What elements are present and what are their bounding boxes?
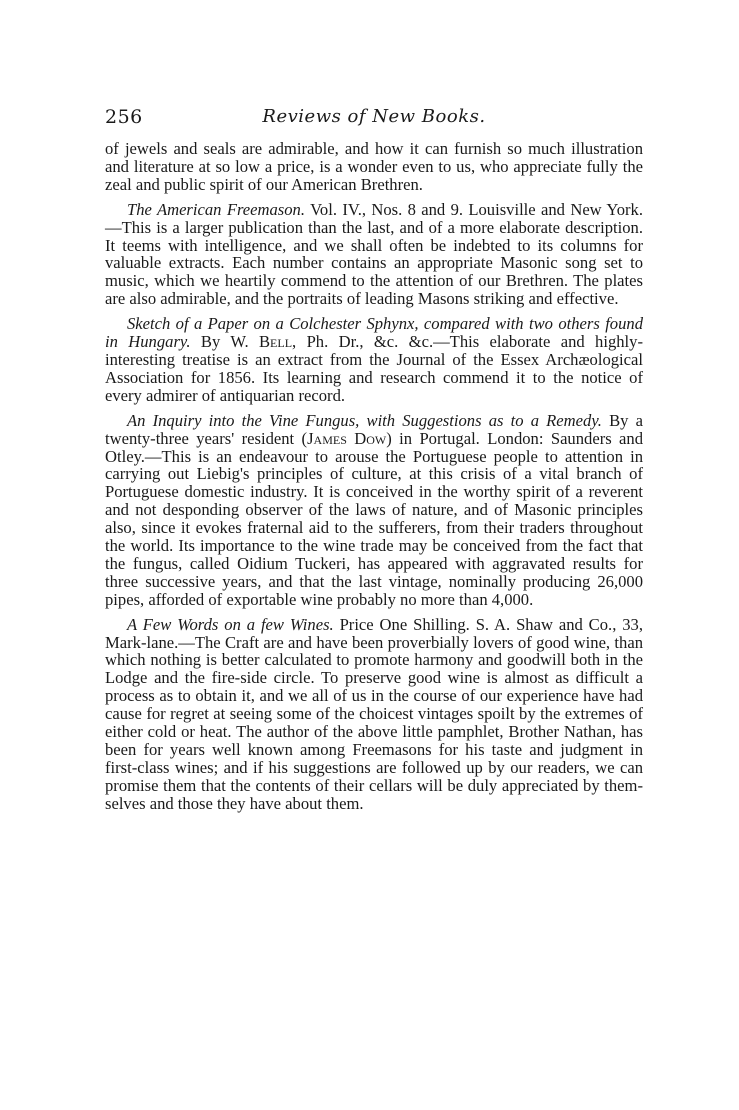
book-page [105,106,643,820]
article-body [105,140,643,813]
review-vine-fungus [105,412,643,609]
review-text: Vol. IV., Nos. 8 and 9. Louisville and New York.—This is a larger publication than the last, and of a more elaborate description. It teems with intelligence, and we shall often be indebted to its columns for valuable extracts. Each number contains an appropriate Masonic song set to music, which we heartily commend to the attention of our Brethren. The plates are also admirable, and the portraits of leading Masons striking and effective. [105,199,643,309]
paragraph-text: of jewels and seals are admirable, and how it can furnish so much illustration and literature at so low a price, is a wonder even to us, who appreciate fully the zeal and public spirit of our American Brethren. [105,139,643,194]
review-colchester-sphynx [105,315,643,405]
author-name: Bell [258,332,293,352]
running-title: Reviews of New Books. [262,106,486,127]
review-text: By a twenty-three years' resident ( [105,410,643,448]
review-text: By W. [190,332,259,352]
review-text: Price One Shilling. S. A. Shaw and Co., 33, Mark-lane.—The Craft are and have been proverbially lovers of good wine, than which nothing is better calculated to promote harmony and goodwill both in the Lodge and the fire-side circle. To preserve good wine is almost as difficult a process as to obtain it, and we all of us in the course of our experience have had cause for regret at seeing some of the choicest vintages spoilt by the extremes of either cold or heat. The author of the above little pamphlet, Brother Nathan, has been for years well known among Freemasons for his taste and judgment in first-class wines; and if his suggestions are followed up by our readers, we can promise them that the contents of their cellars will be duly appreciated by themselves and those they have about them. [105,614,643,813]
review-few-words-on-wines [105,616,643,813]
book-title: An Inquiry into the Vine Fungus, with Suggestions as to a Remedy. [127,410,602,430]
review-american-freemason [105,201,643,308]
book-title: Sketch of a Paper on a Colchester Sphynx, compared with two others found in Hungary. [105,314,643,352]
review-text: ) in Portugal. London: Saunders and Otley.—This is an endeavour to arouse the Portuguese people to attention in carrying out Liebig's principles of culture, at this crisis of a vital branch of Portuguese domestic industry. It is conceived in the worthy spirit of a reverent and not desponding observer of the laws of nature, and of Masonic principles also, since it evokes fraternal aid to the sufferers, from their traders throughout the world. Its importance to the wine trade may be conceived from the fact that the fungus, called Oidium Tuckeri, has appeared with aggravated results for three successive years, and that the last vintage, nominally producing 26,000 pipes, afforded of exportable wine probably no more than 4,000. [105,428,644,609]
page-header [105,106,643,134]
author-name: James Dow [307,428,387,448]
review-text: , Ph. Dr., &c. &c.—This elaborate and highly-interesting treatise is an extract from the Journal of the Essex Archæological Association for 1856. Its learning and research commend it to the notice of every admirer of antiquarian record. [105,332,643,405]
paragraph-continuation [105,140,643,194]
book-title: The American Freemason. [127,199,306,219]
page-number: 256 [105,106,143,128]
book-title: A Few Words on a few Wines. [127,614,334,634]
